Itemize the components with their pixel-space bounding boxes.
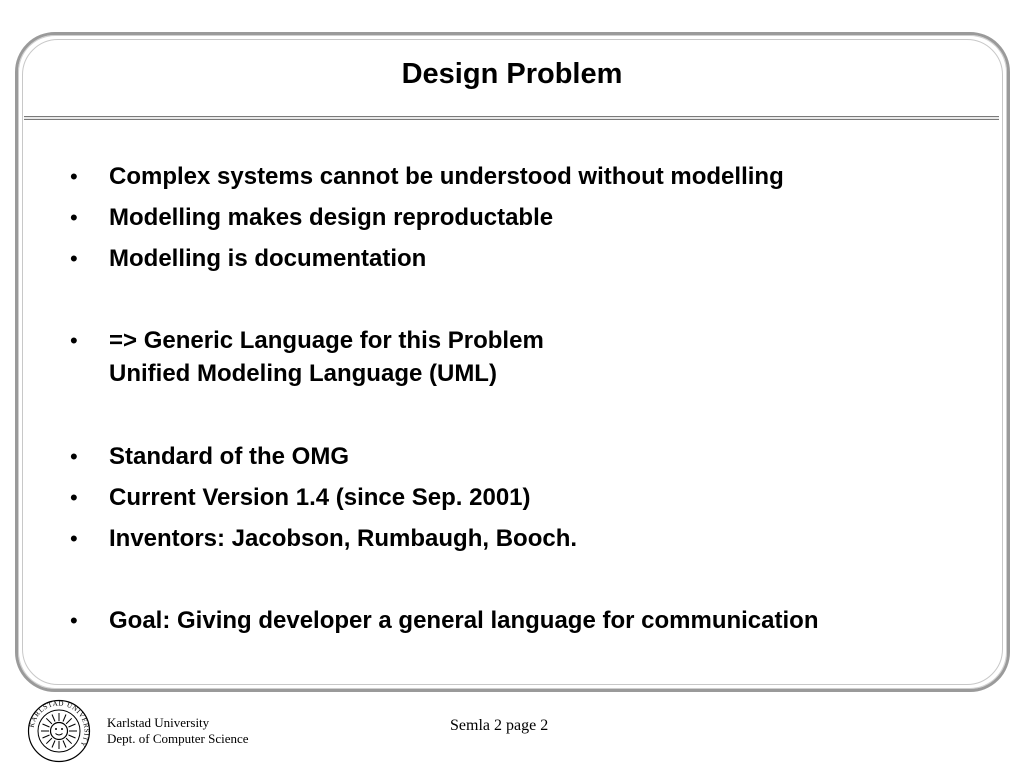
- bullet-marker: •: [70, 164, 78, 189]
- bullet-text: [109, 201, 553, 234]
- bullet-text: [109, 440, 349, 473]
- bullet-marker: •: [70, 444, 78, 469]
- bullet-line: Current Version 1.4 (since Sep. 2001): [109, 484, 531, 511]
- bullet-line: => Generic Language for this Problem: [109, 327, 544, 354]
- bullet-text: [109, 522, 577, 555]
- department-name: Dept. of Computer Science: [107, 731, 249, 746]
- bullet-marker: •: [70, 526, 78, 551]
- bullet-marker: •: [70, 608, 78, 633]
- bullet-line: Unified Modeling Language (UML): [109, 360, 497, 387]
- organization-name: [107, 715, 249, 747]
- university-seal-logo: [27, 699, 91, 763]
- bullet-line: Goal: Giving developer a general language for communication: [109, 607, 819, 634]
- bullet-marker: •: [70, 246, 78, 271]
- bullet-line: Inventors: Jacobson, Rumbaugh, Booch.: [109, 525, 578, 552]
- bullet-text: [109, 481, 531, 514]
- university-name: Karlstad University: [107, 715, 210, 730]
- bullet-text: [109, 160, 784, 193]
- bullet-marker: •: [70, 205, 78, 230]
- bullet-line: Standard of the OMG: [109, 443, 349, 470]
- bullet-text: [109, 324, 544, 390]
- bullet-text: [109, 604, 818, 637]
- bullet-line: Complex systems cannot be understood without modelling: [109, 163, 784, 190]
- bullet-line: Modelling is documentation: [109, 245, 427, 272]
- slide-footer: [0, 695, 1024, 768]
- seal-lettering: KARLSTAD UNIVERSITY: [27, 699, 91, 749]
- bullet-text: [109, 242, 426, 275]
- page-label: Semla 2 page 2: [450, 717, 549, 734]
- bullet-marker: •: [70, 485, 78, 510]
- bullet-line: Modelling makes design reproductable: [109, 204, 554, 231]
- bullet-marker: •: [70, 328, 78, 353]
- slide-title: Design Problem: [401, 58, 623, 90]
